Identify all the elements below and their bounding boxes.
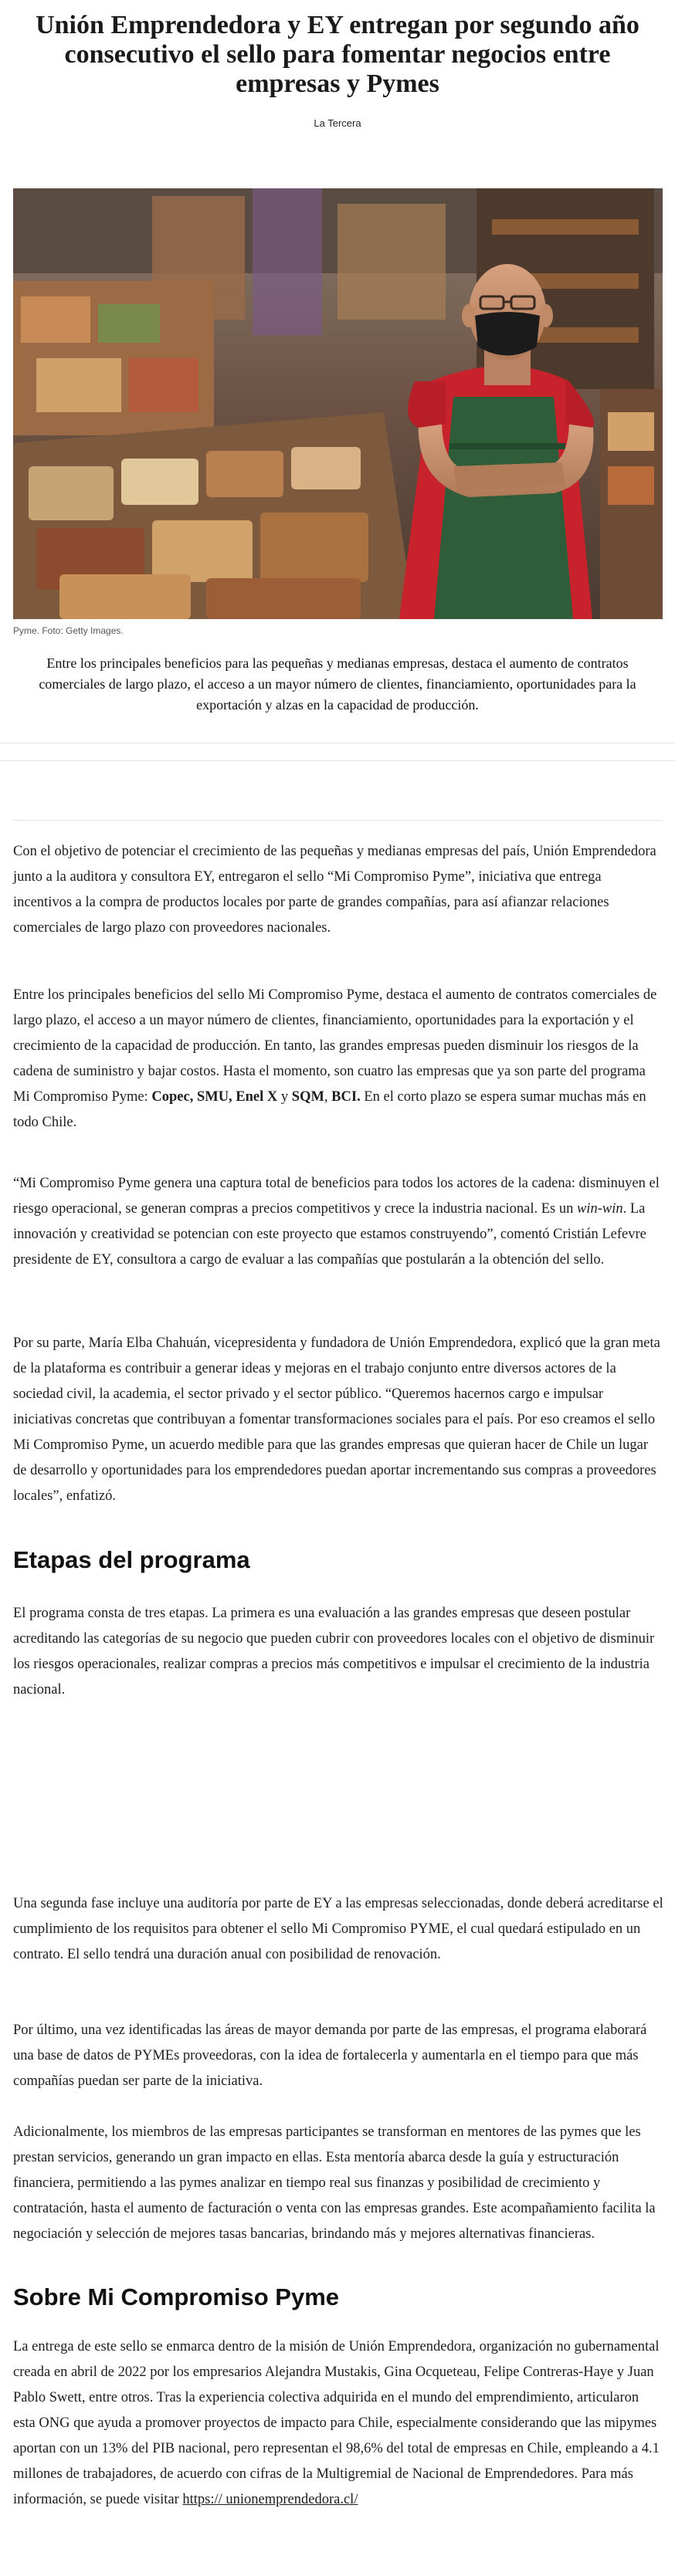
paragraph-fragment: “Mi Compromiso Pyme genera una captura total de beneficios para todos los actores de la cadena: disminuyen el riesgo operacional, se generan compras a precios competitivos y crece la industria nacional. Es un [13, 1176, 660, 1217]
article-headline: Unión Emprendedora y EY entregan por segundo año consecutivo el sello para fomentar negocios entre empresas y Pymes [36, 11, 639, 98]
paragraph [13, 2120, 663, 2247]
paragraph-text: Una segunda fase incluye una auditoría por parte de EY a las empresas seleccionadas, donde deberá acreditarse el cumplimiento de los requisitos para obtener el sello Mi Compromiso PYME, el cual quedará estipulado en un contrato. El sello tendrá una duración anual con posibilidad de renovación. [13, 1896, 663, 1962]
section-heading: Sobre Mi Compromiso Pyme [13, 2283, 340, 2310]
paragraph-text: El programa consta de tres etapas. La primera es una evaluación a las grandes empresas que deseen postular acreditando las categorías de su negocio que pueden cubrir con proveedores locales con el objetivo de disminuir los riesgos operacionales, realizar compras a precios más competitivos e impulsar el crecimiento de la industria nacional. [13, 1606, 655, 1698]
paragraph [13, 2334, 663, 2513]
section-heading: Etapas del programa [13, 1546, 250, 1573]
paragraph-text: Con el objetivo de potenciar el crecimiento de las pequeñas y medianas empresas del país, Unión Emprendedora junto a la auditora y consultora EY, entregaron el sello “Mi Compromiso Pyme”, iniciativa que entrega incentivos a la compra de productos locales por parte de grandes compañías, para así afianzar relaciones comerciales de largo plazo con proveedores nacionales. [13, 844, 656, 936]
paragraph [13, 1171, 663, 1273]
article-photo [13, 188, 663, 619]
paragraph [13, 2018, 663, 2094]
article-source[interactable]: La Tercera [314, 117, 361, 129]
paragraph [13, 1891, 663, 1968]
paragraph-fragment: , [324, 1089, 332, 1105]
divider [0, 760, 675, 761]
website-link[interactable]: https:// unionemprendedora.cl/ [182, 2492, 358, 2507]
divider [13, 820, 663, 821]
paragraph-text [13, 983, 663, 1136]
paragraph-text: Por su parte, María Elba Chahuán, vicepresidenta y fundadora de Unión Emprendedora, explicó que la gran meta de la plataforma es contribuir a generar ideas y mejoras en el trabajo conjunto entre diversos actores de la sociedad civil, la academia, el sector privado y el sector público. “Queremos hacernos cargo e impulsar iniciativas concretas que contribuyan a fomentar transformaciones sociales para el país. Por eso creamos el sello Mi Compromiso Pyme, un acuerdo medible para que las grandes empresas que quieran hacer de Chile un lugar de desarrollo y oportunidades para los emprendedores puedan aportar incrementando sus compras a proveedores locales”, enfatizó. [13, 1335, 660, 1504]
article-lead: Entre los principales beneficios para las pequeñas y medianas empresas, destaca el aumento de contratos comerciales de largo plazo, el acceso a un mayor número de clientes, financiamiento, oportunidades para la exportación y alzas en la capacidad de producción. [39, 655, 636, 713]
company-list: Copec, SMU, Enel X [151, 1089, 278, 1105]
paragraph [13, 839, 663, 941]
paragraph-text [13, 2334, 663, 2513]
paragraph-fragment: y [277, 1089, 292, 1105]
paragraph-text: Adicionalmente, los miembros de las empresas participantes se transforman en mentores de las pymes que les prestan servicios, generando un gran impacto en ellas. Esta mentoría abarca desde la guía y estructuración financiera, permitiendo a las pymes analizar en tiempo real sus finanzas y posibilidad de crecimiento y contratación, hasta el aumento de facturación o venta con las empresas grandes. Este acompañamiento facilita la negociación y selección de mejores tasas bancarias, brindando más y mejores alternativas financieras. [13, 2124, 656, 2242]
company-name: BCI. [331, 1089, 361, 1105]
market-vendor-image [13, 188, 663, 619]
emphasis: win-win [576, 1201, 623, 1217]
paragraph [13, 983, 663, 1136]
paragraph-fragment: . La innovación y creatividad se potencian con este proyecto que estamos construyendo”, comentó Cristián Lefevre presidente de EY, consultora a cargo de evaluar a las compañías que postularán a la obtención del sello. [13, 1201, 646, 1268]
paragraph [13, 1601, 663, 1703]
paragraph-text [13, 1171, 663, 1273]
photo-caption: Pyme. Foto: Getty Images. [13, 625, 124, 636]
paragraph-text: Por último, una vez identificadas las áreas de mayor demanda por parte de las empresas, el programa elaborará una base de datos de PYMEs proveedoras, con la idea de fortalecerla y aumentarla en el tiempo para que más compañías puedan ser parte de la iniciativa. [13, 2023, 647, 2089]
company-name: SQM [291, 1089, 324, 1105]
paragraph-fragment: Entre los principales beneficios del sello Mi Compromiso Pyme, destaca el aumento de contratos comerciales de largo plazo, el acceso a un mayor número de clientes, financiamiento, oportunidades para la exportación y el crecimiento de la capacidad de producción. En tanto, las grandes empresas pueden disminuir los riesgos de la cadena de suministro y bajar costos. Hasta el momento, son cuatro las empresas que ya son parte del programa Mi Compromiso Pyme: [13, 987, 657, 1105]
paragraph-fragment: En el corto plazo se espera sumar muchas más en todo Chile. [13, 1089, 646, 1130]
paragraph [13, 1331, 663, 1509]
paragraph-fragment: La entrega de este sello se enmarca dentro de la misión de Unión Emprendedora, organización no gubernamental creada en abril de 2022 por los empresarios Alejandra Mustakis, Gina Ocqueteau, Felipe Contreras-Haye y Juan Pablo Swett, entre otros. Tras la experiencia colectiva adquirida en el mundo del emprendimiento, articularon esta ONG que ayuda a promover proyectos de impacto para Chile, especialmente considerando que las mipymes aportan con un 13% del PIB nacional, pero representan el 98,6% del total de empresas en Chile, empleando a 4.1 millones de trabajadores, de acuerdo con cifras de la Multigremial de Nacional de Emprendedores. Para más información, se puede visitar [13, 2339, 660, 2507]
